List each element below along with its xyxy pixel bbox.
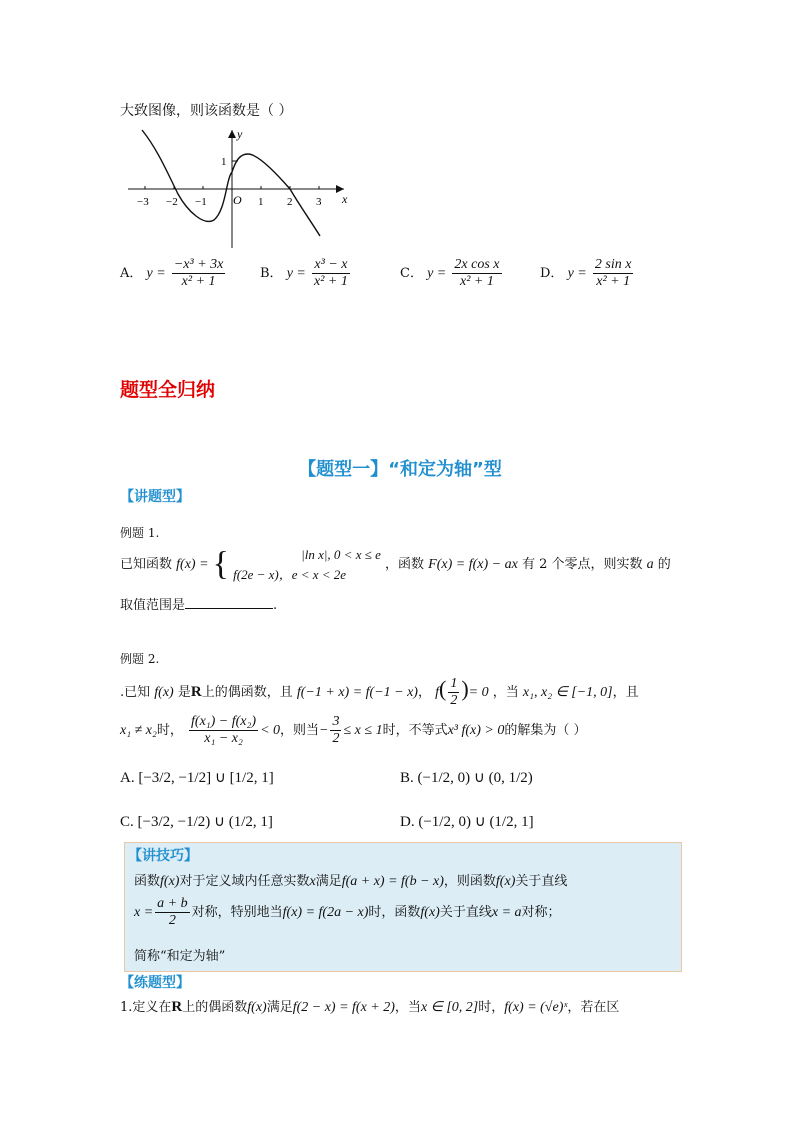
ex2-range: ≤ x ≤ 1 xyxy=(343,723,383,739)
ex2-option-a xyxy=(120,768,274,787)
tips-axis-lhs: x = xyxy=(134,905,154,921)
y-axis-label: y xyxy=(237,127,243,141)
tips-fx: f(x) xyxy=(420,905,440,921)
option-text: (−1/2, 0) ∪ (1/2, 1] xyxy=(418,814,534,830)
option-a xyxy=(120,257,227,290)
option-text: [−3/2, −1/2) ∪ (1/2, 1] xyxy=(137,814,273,830)
example-2-label: 例题 2. xyxy=(120,652,160,666)
option-label: B. xyxy=(400,770,414,786)
ratio-fraction xyxy=(189,714,258,747)
ex2-text: .已知 xyxy=(120,685,151,701)
section-title: 题型全归纳 xyxy=(120,379,216,401)
tips-text: 对称； xyxy=(521,905,561,921)
ex1-suffix2: 的 xyxy=(657,557,671,572)
ex2-text: ，且 xyxy=(612,685,639,701)
paren-close: ) xyxy=(461,676,469,702)
ex2-eq-zero: = 0 xyxy=(468,685,489,701)
numerator: 2x cos x xyxy=(452,257,501,274)
ex1-end: . xyxy=(273,598,278,613)
option-label: A． xyxy=(120,266,143,282)
practice-domain: x ∈ [0, 2] xyxy=(420,1000,479,1015)
ex2-f: f xyxy=(435,685,440,701)
tips-line-3: 简称“和定为轴” xyxy=(134,949,226,964)
option-b xyxy=(260,257,352,290)
practice-eq: f(2 − x) = f(x + 2) xyxy=(292,1000,395,1015)
lecture-label: 【讲题型】 xyxy=(120,489,190,505)
ex1-suffix: 有 2 个零点，则实数 xyxy=(521,557,643,572)
practice-text: 1.定义在 xyxy=(120,1000,172,1015)
real-set-symbol: R xyxy=(171,999,183,1015)
ex2-option-c xyxy=(120,812,273,831)
example-2-line-1 xyxy=(120,676,639,709)
tips-text: 函数 xyxy=(134,874,161,889)
ex1-line2: 取值范围是 xyxy=(120,598,186,613)
x-axis xyxy=(128,185,344,193)
ex2-text: 时，不等式 xyxy=(382,723,448,739)
numerator: x³ − x xyxy=(312,257,350,274)
ex2-set: x₁, x₂ ∈ [−1, 0] xyxy=(522,685,613,701)
practice-def: f(x) = (√e)ˣ xyxy=(504,1000,568,1015)
ex2-text: ，当 xyxy=(492,685,519,701)
denominator: x² + 1 xyxy=(596,274,631,290)
numerator: 3 xyxy=(330,714,341,731)
ex2-lt-zero: < 0 xyxy=(260,723,281,739)
option-lhs: y = xyxy=(146,266,166,282)
denominator: x² + 1 xyxy=(314,274,348,290)
paren-open: ( xyxy=(439,676,447,702)
tips-title: 【讲技巧】 xyxy=(128,848,198,864)
denominator: x₁ − x₂ xyxy=(204,731,243,747)
tips-eq: f(a + x) = f(b − x) xyxy=(341,874,444,889)
option-c xyxy=(400,257,504,290)
option-label: C. xyxy=(120,814,134,830)
numerator: 2 sin x xyxy=(593,257,634,274)
option-fraction xyxy=(312,257,350,290)
practice-text: 上的偶函数 xyxy=(182,1000,248,1015)
left-brace: { xyxy=(212,545,229,583)
x-tick-label: −1 xyxy=(195,196,207,208)
tips-text: 时，函数 xyxy=(368,905,421,921)
option-fraction xyxy=(593,257,634,290)
option-lhs: y = xyxy=(427,266,447,282)
option-fraction xyxy=(172,257,226,290)
denominator: 2 xyxy=(332,731,340,747)
x-tick-label: −3 xyxy=(137,196,149,208)
tips-eq2: f(x) = f(2a − x) xyxy=(282,905,369,921)
practice-line-1 xyxy=(120,996,619,1016)
type-one-title: 【题型一】“和定为轴”型 xyxy=(298,459,502,480)
minus-sign: − xyxy=(319,723,329,739)
ex2-inequality: x³ f(x) > 0 xyxy=(447,723,505,739)
option-label: D． xyxy=(540,266,564,282)
real-set-symbol: R xyxy=(190,684,202,701)
half-fraction xyxy=(448,676,459,709)
ex2-text: 是 xyxy=(177,685,191,701)
denominator: 2 xyxy=(450,693,458,709)
ex1-mid: ，函数 xyxy=(385,557,425,572)
x-tick-label: 3 xyxy=(316,196,322,208)
numerator: −x³ + 3x xyxy=(172,257,226,274)
numerator: 1 xyxy=(448,676,459,693)
example-1-line xyxy=(120,545,671,584)
case-2: f(2e − x)，e < x < 2e xyxy=(233,566,347,582)
practice-title: 【练题型】 xyxy=(120,975,190,991)
x-tick-label: 2 xyxy=(287,196,293,208)
tips-text: 关于直线 xyxy=(439,905,492,921)
option-label: D. xyxy=(400,814,415,830)
option-text: [−3/2, −1/2] ∪ [1/2, 1] xyxy=(138,770,274,786)
ex2-neq: x₁ ≠ x₂ xyxy=(120,723,157,739)
tips-fx: f(x) xyxy=(160,874,180,889)
denominator: x² + 1 xyxy=(460,274,494,290)
ex2-text: ， xyxy=(417,685,431,701)
intro-text: 大致图像，则该函数是（ ） xyxy=(120,103,293,119)
tips-fx: f(x) xyxy=(495,874,516,889)
practice-text: ，若在区 xyxy=(567,1000,620,1015)
denominator: 2 xyxy=(168,913,176,929)
ex2-option-d xyxy=(400,812,534,831)
tips-text: 关于直线 xyxy=(515,874,568,889)
option-label: C． xyxy=(400,266,423,282)
option-text: (−1/2, 0) ∪ (0, 1/2) xyxy=(417,770,533,786)
practice-text: 时， xyxy=(478,1000,505,1015)
option-fraction xyxy=(452,257,501,290)
tips-text: ，则函数 xyxy=(443,874,496,889)
ex2-option-b xyxy=(400,768,533,787)
ex1-a: a xyxy=(646,557,654,572)
tips-text: 对于定义域内任意实数 xyxy=(179,874,310,889)
x-tick-label: 1 xyxy=(258,196,264,208)
tips-axis-fraction xyxy=(155,896,189,929)
example-1-line-2 xyxy=(120,594,277,613)
tips-text: 满足 xyxy=(315,874,342,889)
piecewise-cases xyxy=(233,545,381,584)
option-d xyxy=(540,257,635,290)
numerator: a + b xyxy=(155,896,189,913)
practice-text: 满足 xyxy=(266,1000,293,1015)
ex2-text: 上的偶函数，且 xyxy=(201,685,293,701)
function-graph xyxy=(122,124,352,254)
range-fraction xyxy=(330,714,341,747)
ex2-fx: f(x) xyxy=(154,685,174,701)
tips-line-1 xyxy=(134,870,567,890)
origin-label: O xyxy=(233,193,242,207)
ex1-prefix: 已知函数 xyxy=(120,557,173,572)
option-label: A. xyxy=(120,770,135,786)
example-2-line-2 xyxy=(120,714,587,747)
ex1-Fx: F(x) = f(x) − ax xyxy=(428,557,518,572)
ex2-text: 的解集为（ ） xyxy=(504,723,587,739)
y-tick-label: 1 xyxy=(221,156,227,168)
function-curve xyxy=(142,130,320,236)
option-label: B． xyxy=(260,266,283,282)
tips-text: 对称，特别地当 xyxy=(191,905,283,921)
option-lhs: y = xyxy=(567,266,587,282)
practice-fx: f(x) xyxy=(247,1000,267,1015)
example-1-label: 例题 1. xyxy=(120,526,160,540)
x-tick-label: −2 xyxy=(166,196,178,208)
tips-line-2 xyxy=(134,896,561,929)
tips-eq3: x = a xyxy=(491,905,522,921)
ex2-eq1: f(−1 + x) = f(−1 − x) xyxy=(296,685,418,701)
denominator: x² + 1 xyxy=(181,274,216,290)
ex2-text: 时， xyxy=(156,723,183,739)
numerator: f(x₁) − f(x₂) xyxy=(189,714,258,731)
option-lhs: y = xyxy=(286,266,306,282)
answer-blank[interactable] xyxy=(185,596,273,609)
ex2-text: ，则当 xyxy=(280,723,320,739)
case-1: |ln x|, 0 < x ≤ e xyxy=(301,547,381,562)
x-axis-label: x xyxy=(342,192,348,206)
practice-text: ，当 xyxy=(394,1000,421,1015)
ex1-fx: f(x) = xyxy=(176,557,209,572)
tips-x: x xyxy=(309,874,316,889)
